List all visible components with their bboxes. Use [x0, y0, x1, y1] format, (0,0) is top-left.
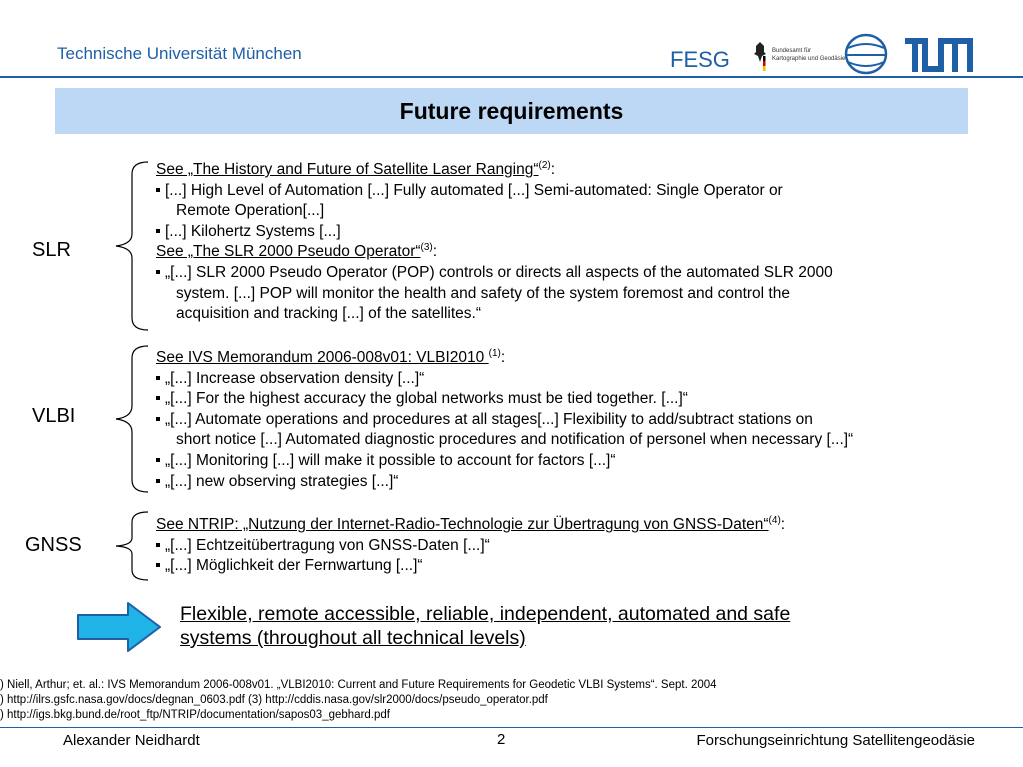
slr-source-2: See „The SLR 2000 Pseudo Operator“	[156, 243, 421, 261]
reference-1: ) Niell, Arthur; et. al.: IVS Memorandum 2006-008v01. „VLBI2010: Current and Future Requirements for Geodetic VLBI Systems“. Sept. 2004	[0, 679, 717, 691]
bullet-icon	[156, 563, 160, 567]
reference-3: ) http://igs.bkg.bund.de/root_ftp/NTRIP/documentation/sapos03_gebhard.pdf	[0, 709, 390, 721]
page-number: 2	[497, 731, 506, 748]
vlbi-bullet-1: „[...] Increase observation density [...]“	[165, 369, 425, 387]
section-label-slr: SLR	[32, 239, 71, 261]
bullet-icon	[156, 188, 160, 192]
slr-source-1-ref: (2)	[538, 160, 551, 171]
references	[0, 678, 717, 723]
slr-source-2-ref: (3)	[420, 242, 433, 254]
footer-institution: Forschungseinrichtung Satellitengeodäsie	[696, 732, 975, 749]
gnss-source: See NTRIP: „Nutzung der Internet-Radio-Technologie zur Übertragung von GNSS-Daten“	[156, 516, 769, 533]
university-name: Technische Universität München	[57, 44, 302, 63]
gnss-bullet-1: „[...] Echtzeitübertragung von GNSS-Daten [...]“	[165, 536, 490, 554]
eagle-logo-icon	[752, 36, 768, 74]
tum-logo-icon	[905, 38, 973, 72]
bkg-logo	[752, 36, 845, 74]
fesg-label: FESG	[670, 47, 730, 72]
vlbi-bullet-5: „[...] new observing strategies [...]“	[165, 472, 399, 490]
bracket-icon	[112, 510, 152, 582]
section-label-gnss: GNSS	[25, 534, 82, 556]
vlbi-source-ref: (1)	[488, 348, 501, 359]
bkg-line-2: Kartographie und Geodäsie	[772, 56, 846, 62]
section-label-vlbi: VLBI	[32, 405, 76, 427]
vlbi-source: See IVS Memorandum 2006-008v01: VLBI2010	[156, 349, 489, 366]
vlbi-bullet-4: „[...] Monitoring [...] will make it possible to account for factors [...]“	[165, 451, 616, 469]
slr-bullet-3c: acquisition and tracking [...] of the satellites.“	[176, 305, 481, 323]
bullet-icon	[156, 396, 160, 400]
bullet-icon	[156, 417, 160, 421]
title-bar	[55, 88, 968, 134]
header-rule	[0, 76, 1023, 78]
fesg-logo-icon	[843, 32, 889, 76]
bracket-icon	[112, 160, 152, 332]
slr-bullet-3a: „[...] SLR 2000 Pseudo Operator (POP) controls or directs all aspects of the automated SLR 2000	[165, 263, 833, 281]
conclusion-line-1: Flexible, remote accessible, reliable, independent, automated and safe	[180, 603, 791, 625]
slr-bullet-2: [...] Kilohertz Systems [...]	[165, 222, 341, 240]
footer-rule	[0, 727, 1023, 728]
bracket-icon	[112, 344, 152, 494]
vlbi-bullet-2: „[...] For the highest accuracy the global networks must be tied together. [...]“	[165, 390, 688, 408]
vlbi-bullet-3b: short notice [...] Automated diagnostic procedures and notification of personel when necessary [...]“	[176, 431, 854, 449]
bullet-icon	[156, 479, 160, 483]
bullet-icon	[156, 543, 160, 547]
slr-bullet-3b: system. [...] POP will monitor the health and safety of the system foremost and control the	[176, 284, 790, 302]
gnss-content: See NTRIP: „Nutzung der Internet-Radio-Technologie zur Übertragung von GNSS-Daten“$^{(4)}$: „[...] Echtzeitübertragung von GNSS-Daten [...]“ „[...] Möglichkeit der Fernwartung [...]“	[156, 515, 786, 575]
footer-author: Alexander Neidhardt	[63, 732, 200, 749]
vlbi-bullet-3a: „[...] Automate operations and procedures at all stages[...] Flexibility to add/subtract stations on	[165, 410, 813, 428]
bullet-icon	[156, 270, 160, 274]
bullet-icon	[156, 229, 160, 233]
reference-2: ) http://ilrs.gsfc.nasa.gov/docs/degnan_0603.pdf (3) http://cddis.nasa.gov/slr2000/docs/pseudo_operator.pdf	[0, 694, 548, 706]
slr-content: See „The History and Future of Satellite Laser Ranging“$^{(2)}$: [...] High Level of Automation [...] Fully automated [...] Semi-automated: Single Operator or Remote Operation[...] [...] Kilohertz Systems [...] See „The SLR 2000 Pseudo Operator“$^{(3)}$: „[...] SLR 2000 Pseudo Operator (POP) controls or directs all aspects of the automated SLR 2000 system. [...] POP will monitor the health and safety of the system foremost and control the acquisition and tracking [...] of the satellites.“	[156, 160, 833, 325]
arrow-right-icon	[76, 601, 162, 653]
gnss-source-ref: (4)	[768, 515, 781, 526]
slide-title: Future requirements	[399, 98, 624, 124]
slr-source-1: See „The History and Future of Satellite Laser Ranging“	[156, 161, 539, 178]
vlbi-content: See IVS Memorandum 2006-008v01: VLBI2010 $^{(1)}$: „[...] Increase observation density [...]“ „[...] For the highest accuracy the global networks must be tied together. [...]“ „[...] Automate operations and procedures at all stages[...] Flexibility to add/subtract stations on short notice [...] Automated diagnostic procedures and notification of personel when necessary [...]“ „[...] Monitoring [...] will make it possible to account for factors [...]“ „[...] new observing strategies [...]“	[156, 348, 854, 490]
conclusion-line-2: systems (throughout all technical levels)	[180, 627, 526, 649]
bullet-icon	[156, 458, 160, 462]
bullet-icon	[156, 376, 160, 380]
gnss-bullet-2: „[...] Möglichkeit der Fernwartung [...]“	[165, 557, 423, 575]
slr-bullet-1a: [...] High Level of Automation [...] Fully automated [...] Semi-automated: Single Operator or	[165, 181, 783, 199]
conclusion	[180, 602, 790, 650]
bkg-line-1: Bundesamt für	[772, 48, 812, 54]
slr-bullet-1b: Remote Operation[...]	[176, 202, 325, 220]
